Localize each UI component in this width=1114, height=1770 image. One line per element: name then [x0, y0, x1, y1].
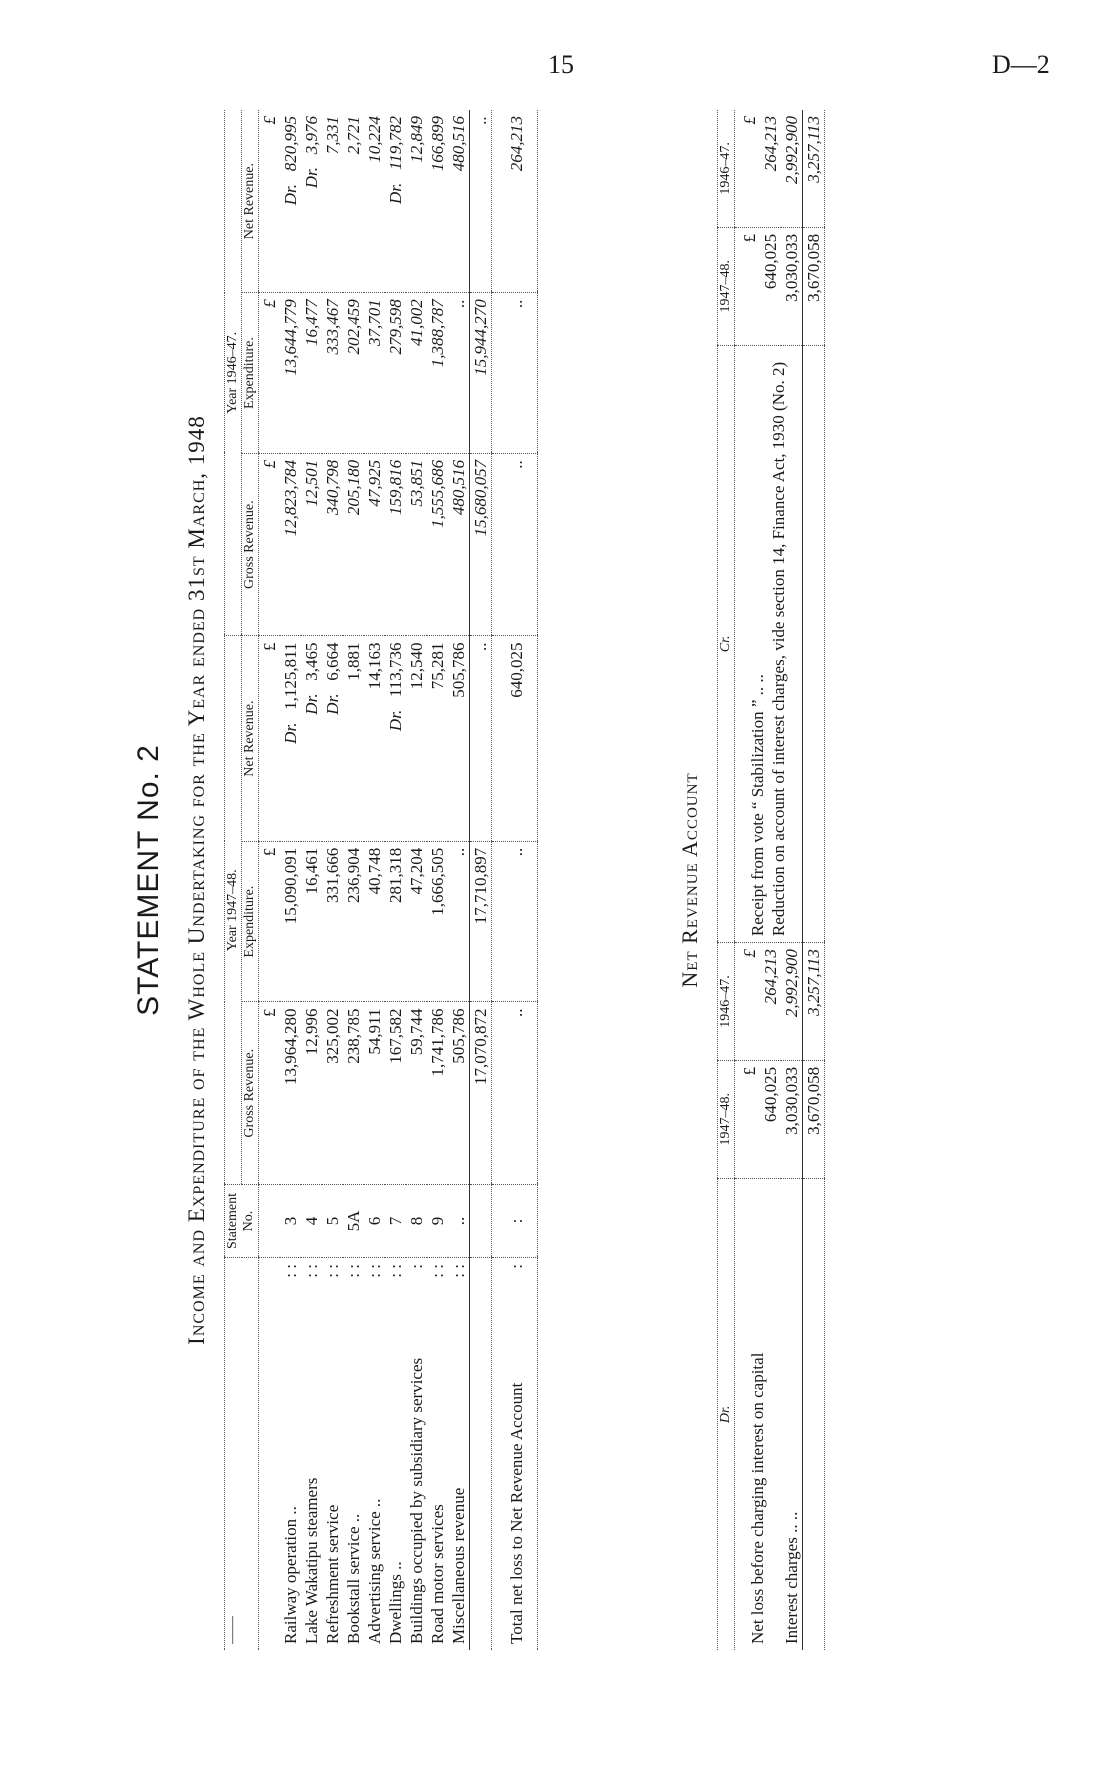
net-loss-label: Total net loss to Net Revenue Account	[507, 1382, 526, 1644]
cell-value: 820,995	[281, 116, 300, 172]
cell-value: 12,849	[407, 116, 426, 163]
cell-net-48	[280, 636, 301, 841]
cell-net-48	[301, 636, 322, 841]
cell-expenditure-48	[427, 841, 448, 1002]
cell-expenditure-48	[385, 841, 406, 1002]
cell-value: 480,516	[449, 459, 468, 516]
table-row	[448, 110, 470, 1650]
cell-gross-48	[385, 1002, 406, 1185]
header-gross-revenue-47: Gross Revenue.	[242, 453, 259, 636]
debit-marker: Dr.	[302, 693, 321, 715]
pound-sign: £	[740, 1066, 759, 1076]
net-loss-stmt: :	[492, 1185, 538, 1258]
table-row	[406, 110, 427, 1650]
nr-cr-col-48: 1947–48.	[718, 227, 735, 345]
row-statement-no: 3	[280, 1185, 301, 1258]
pound-sign: £	[259, 453, 281, 636]
cell-value: 10,224	[365, 116, 384, 163]
net-loss-expenditure-48: ..	[492, 841, 538, 1002]
row-label: Dwellings ..	[386, 1561, 405, 1644]
nr-cr-col-47: 1946–47.	[718, 110, 735, 227]
cell-value: 3,976	[302, 116, 321, 155]
row-statement-no: 4	[301, 1185, 322, 1258]
debit-marker: Dr.	[281, 722, 300, 744]
header-year-1946-47: Year 1946–47.	[225, 110, 242, 636]
cell-value: 47,925	[365, 459, 384, 507]
cell-value: 47,204	[407, 847, 426, 895]
cell-gross-48	[448, 1002, 470, 1185]
cell-value: 333,467	[323, 299, 342, 355]
debit-marker: Dr.	[386, 182, 405, 204]
row-label: Buildings occupied by subsidiary services	[407, 1357, 426, 1644]
cell-gross-48	[406, 1002, 427, 1185]
cell-net-47	[385, 110, 406, 293]
cell-value: 13,964,280	[281, 1008, 300, 1085]
net-loss-net-47: 264,213	[492, 110, 538, 293]
cell-value: ..	[449, 299, 468, 308]
cell-gross-48	[427, 1002, 448, 1185]
row-leader-dots: : :	[428, 1264, 447, 1278]
cell-net-47	[448, 110, 470, 293]
cell-expenditure-48	[322, 841, 343, 1002]
cell-expenditure-47	[280, 293, 301, 454]
cell-value: 166,899	[428, 116, 447, 172]
cell-net-47	[301, 110, 322, 293]
nr-dr-col-48: 1947–48.	[718, 1060, 735, 1178]
cell-value: 236,904	[344, 847, 363, 904]
pound-sign: £	[259, 110, 281, 293]
cell-value: 40,748	[365, 847, 384, 895]
total-expenditure-47: 15,944,270	[470, 293, 492, 454]
cell-net-48	[427, 636, 448, 841]
cell-value: 2,721	[344, 116, 363, 155]
row-label: Miscellaneous revenue	[449, 1487, 468, 1644]
row-statement-no: 8	[406, 1185, 427, 1258]
header-expenditure-47: Expenditure.	[242, 293, 259, 454]
cell-value: 167,582	[386, 1008, 405, 1064]
cell-net-47	[343, 110, 364, 293]
nr-cr-row-1-v47: 264,213	[761, 116, 780, 172]
cell-expenditure-47	[364, 293, 385, 454]
net-loss-net-48: 640,025	[492, 636, 538, 841]
row-label: Bookstall service ..	[344, 1513, 363, 1644]
cell-value: 14,163	[365, 642, 384, 690]
cell-gross-47	[364, 453, 385, 636]
cell-value: 119,782	[386, 116, 405, 170]
cell-value: 1,388,787	[428, 299, 447, 368]
cell-value: 37,701	[365, 299, 384, 346]
statement-sheet	[132, 110, 1012, 1650]
cell-gross-48	[301, 1002, 322, 1185]
cell-gross-48	[280, 1002, 301, 1185]
row-statement-no: 7	[385, 1185, 406, 1258]
main-rows	[280, 110, 470, 1650]
nr-dr-row-1-v48: 640,025	[761, 1066, 780, 1123]
debit-marker: Dr.	[281, 183, 300, 206]
cell-net-47	[427, 110, 448, 293]
debit-marker: Dr.	[323, 693, 342, 715]
cell-value: 480,516	[449, 116, 468, 172]
cell-value: 12,996	[302, 1008, 321, 1056]
pound-sign: £	[740, 116, 759, 125]
cell-gross-47	[322, 453, 343, 636]
cell-gross-47	[280, 453, 301, 636]
statement-title: STATEMENT No. 2	[132, 744, 165, 1016]
cell-net-47	[406, 110, 427, 293]
cell-value: 505,786	[449, 642, 468, 698]
cell-value: 340,798	[323, 459, 342, 516]
cell-expenditure-47	[385, 293, 406, 454]
cell-value: 3,465	[302, 642, 321, 681]
nr-dr-row-2-v47: 2,992,900	[781, 943, 803, 1061]
row-label: Lake Wakatipu steamers	[302, 1477, 321, 1644]
pound-sign: £	[259, 293, 281, 454]
cell-gross-47	[385, 453, 406, 636]
row-statement-no: 9	[427, 1185, 448, 1258]
nr-cr-header: Cr.	[718, 345, 735, 942]
cell-value: 13,644,779	[281, 299, 300, 376]
pound-sign: £	[740, 233, 759, 243]
cell-value: 281,318	[386, 847, 405, 904]
cell-expenditure-47	[448, 293, 470, 454]
cell-net-48	[343, 636, 364, 841]
cell-value: 113,736	[386, 642, 405, 698]
cell-value: 279,598	[386, 299, 405, 355]
cell-net-48	[406, 636, 427, 841]
header-gross-revenue-48: Gross Revenue.	[242, 1002, 259, 1185]
cell-value: 1,125,811	[281, 642, 300, 710]
row-statement-no: 5A	[343, 1185, 364, 1258]
cell-expenditure-47	[343, 293, 364, 454]
cell-value: 12,823,784	[281, 459, 300, 537]
header-expenditure-48: Expenditure.	[242, 841, 259, 1002]
cell-value: 16,461	[302, 847, 321, 895]
header-statement-no: Statement No.	[225, 1185, 259, 1258]
row-label: Road motor services	[428, 1504, 447, 1644]
header-net-revenue-47: Net Revenue.	[242, 110, 259, 293]
nr-cr-total-48: 3,670,058	[803, 227, 825, 345]
table-row	[343, 110, 364, 1650]
page-number: 15	[548, 50, 574, 79]
total-gross-47: 15,680,057	[470, 453, 492, 636]
nr-dr-row-1-v47: 264,213	[761, 949, 780, 1005]
cell-value: 1,666,505	[428, 847, 447, 916]
row-leader-dots: : :	[302, 1264, 321, 1278]
cell-value: 15,090,091	[281, 847, 300, 925]
row-statement-no: 6	[364, 1185, 385, 1258]
net-revenue-table	[717, 110, 825, 1650]
nr-cr-row-2-v47: 2,992,900	[782, 116, 801, 184]
cell-value: 1,555,686	[428, 459, 447, 528]
cell-value: 1,881	[344, 642, 363, 681]
cell-expenditure-47	[406, 293, 427, 454]
cell-gross-47	[406, 453, 427, 636]
total-expenditure-48: 17,710,897	[470, 841, 492, 1002]
cell-expenditure-47	[427, 293, 448, 454]
cell-gross-48	[364, 1002, 385, 1185]
nr-dr-total-48: 3,670,058	[803, 1060, 825, 1178]
cell-value: 41,002	[407, 299, 426, 346]
nr-dr-row-1-label: Net loss before charging interest on capital	[748, 1352, 767, 1644]
net-revenue-title: Net Revenue Account	[677, 772, 702, 988]
nr-dr-header: Dr.	[718, 1405, 733, 1424]
cell-expenditure-47	[301, 293, 322, 454]
nr-dr-total-47: 3,257,113	[803, 943, 825, 1061]
cell-gross-47	[427, 453, 448, 636]
cell-value: 12,540	[407, 642, 426, 690]
income-expenditure-table	[224, 110, 538, 1650]
cell-value: ..	[449, 847, 468, 857]
cell-net-48	[322, 636, 343, 841]
cell-expenditure-48	[301, 841, 322, 1002]
cell-net-48	[385, 636, 406, 841]
row-label: Advertising service ..	[365, 1498, 384, 1644]
header-year-1947-48: Year 1947–48.	[225, 636, 242, 1185]
cell-expenditure-48	[448, 841, 470, 1002]
row-leader-dots: : :	[344, 1264, 363, 1278]
row-leader-dots: : :	[449, 1264, 468, 1278]
net-loss-row	[492, 110, 538, 1650]
row-statement-no: ..	[448, 1185, 470, 1258]
pound-sign: £	[259, 1002, 281, 1185]
cell-net-47	[364, 110, 385, 293]
header-net-revenue-48: Net Revenue.	[242, 636, 259, 841]
nr-cr-row-2-label: Reduction on account of interest charges, vide section 14, Finance Act, 1930 (No. 2)	[769, 361, 788, 937]
cell-value: 205,180	[344, 459, 363, 516]
net-loss-gross-48: ..	[492, 1002, 538, 1185]
cell-value: 202,459	[344, 299, 363, 355]
pound-sign: £	[259, 841, 281, 1002]
pound-sign: £	[740, 949, 759, 958]
table-row	[385, 110, 406, 1650]
cell-net-47	[280, 110, 301, 293]
cell-net-48	[364, 636, 385, 841]
net-loss-expenditure-47: ..	[492, 293, 538, 454]
row-statement-no: 5	[322, 1185, 343, 1258]
nr-dr-row-2-label: Interest charges .. ..	[782, 1511, 801, 1644]
row-leader-dots: :	[407, 1264, 426, 1269]
cell-value: 59,744	[407, 1008, 426, 1056]
table-row	[364, 110, 385, 1650]
row-label: Refreshment service	[323, 1504, 342, 1644]
nr-cr-row-1-v48: 640,025	[761, 233, 780, 290]
totals-row	[470, 110, 492, 1650]
cell-expenditure-48	[280, 841, 301, 1002]
cell-gross-47	[301, 453, 322, 636]
cell-expenditure-47	[322, 293, 343, 454]
cell-expenditure-48	[343, 841, 364, 1002]
cell-gross-48	[343, 1002, 364, 1185]
cell-gross-47	[448, 453, 470, 636]
cell-value: 1,741,786	[428, 1008, 447, 1077]
cell-value: 6,664	[323, 642, 342, 681]
cell-value: 16,477	[302, 299, 321, 346]
total-gross-48: 17,070,872	[470, 1002, 492, 1185]
cell-value: 331,666	[323, 847, 342, 904]
debit-marker: Dr.	[386, 709, 405, 732]
table-row	[427, 110, 448, 1650]
table-row	[301, 110, 322, 1650]
statement-subtitle: Income and Expenditure of the Whole Undertaking for the Year ended 31st March, 1948	[184, 415, 209, 1345]
total-net-47: ..	[470, 110, 492, 293]
nr-cr-row-2-v48: 3,030,033	[782, 233, 801, 302]
cell-expenditure-48	[364, 841, 385, 1002]
row-label: Railway operation ..	[281, 1506, 300, 1644]
row-leader-dots: : :	[386, 1264, 405, 1278]
nr-cr-row-1-label: Receipt from vote “ Stabilization ” .. ..	[748, 674, 767, 937]
row-leader-dots: : :	[365, 1264, 384, 1278]
net-loss-gross-47: ..	[492, 453, 538, 636]
cell-gross-48	[322, 1002, 343, 1185]
table-row	[322, 110, 343, 1650]
nr-cr-total-47: 3,257,113	[803, 110, 825, 227]
cell-gross-47	[343, 453, 364, 636]
row-leader-dots: : :	[323, 1264, 342, 1278]
pound-sign: £	[259, 636, 281, 841]
cell-net-48	[448, 636, 470, 841]
cell-value: 238,785	[344, 1008, 363, 1064]
cell-value: 12,501	[302, 459, 321, 507]
cell-value: 325,002	[323, 1008, 342, 1064]
total-net-48: ..	[470, 636, 492, 841]
table-row	[280, 110, 301, 1650]
debit-marker: Dr.	[302, 166, 321, 189]
row-leader-dots: : :	[281, 1264, 300, 1278]
cell-value: 75,281	[428, 642, 447, 690]
cell-value: 7,331	[323, 116, 342, 155]
cell-value: 54,911	[365, 1008, 384, 1055]
header-blank: ——	[225, 1616, 240, 1644]
cell-expenditure-48	[406, 841, 427, 1002]
cell-net-47	[322, 110, 343, 293]
nr-dr-col-47: 1946–47.	[718, 943, 735, 1061]
nr-dr-row-2-v48: 3,030,033	[781, 1060, 803, 1178]
net-loss-dots: :	[507, 1264, 526, 1269]
cell-value: 159,816	[386, 459, 405, 516]
cell-value: 505,786	[449, 1008, 468, 1064]
page-code: D—2	[992, 50, 1050, 79]
cell-value: 53,851	[407, 459, 426, 507]
